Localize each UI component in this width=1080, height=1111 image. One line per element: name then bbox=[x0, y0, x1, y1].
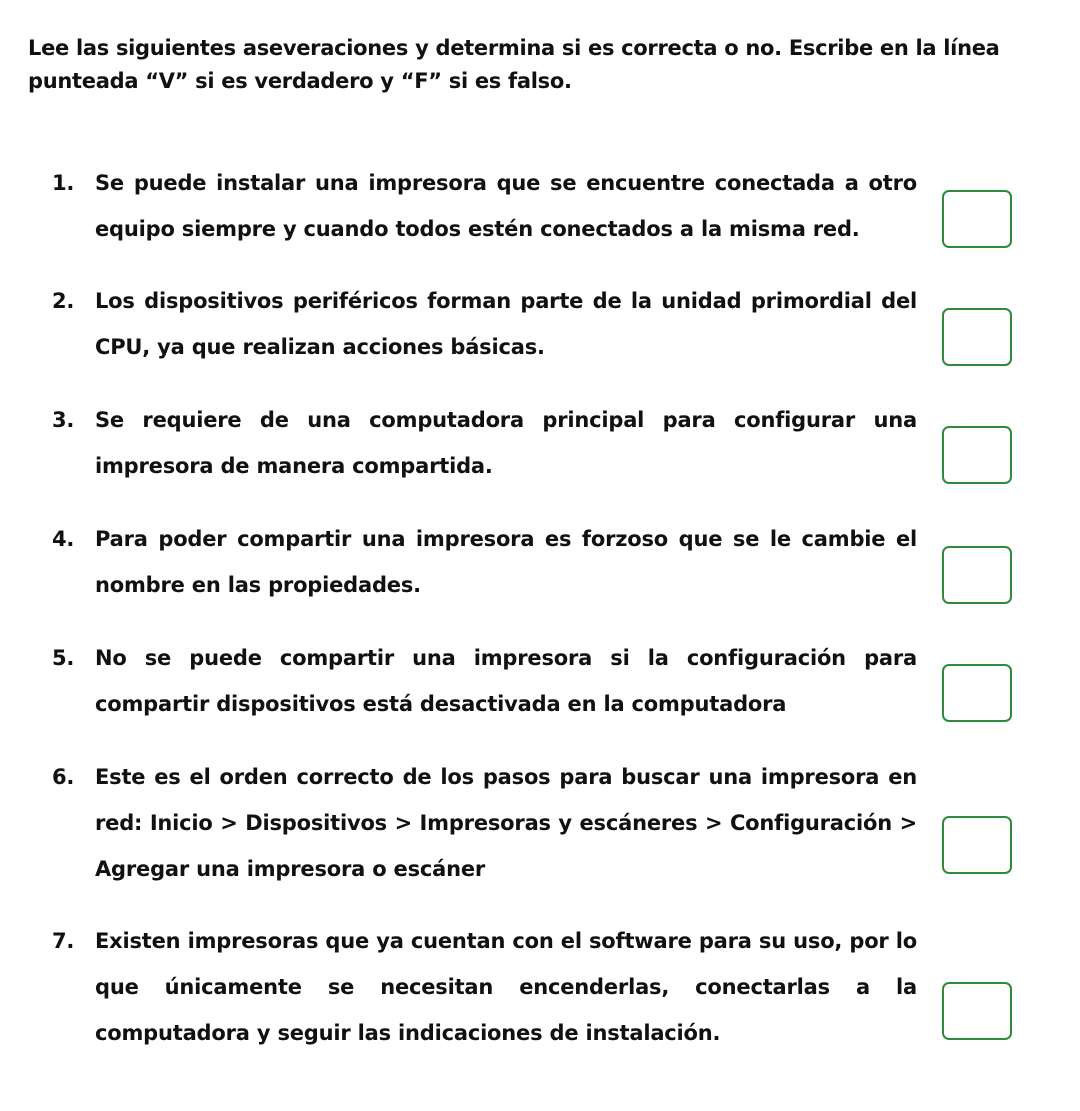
answer-box-1[interactable] bbox=[942, 190, 1012, 248]
answer-box-5[interactable] bbox=[942, 664, 1012, 722]
question-2 bbox=[52, 278, 917, 370]
instructions-text: Lee las siguientes aseveraciones y determina si es correcta o no. Escribe en la línea punteada “V” si es verdadero y “F” si es falso. bbox=[28, 36, 1000, 93]
answer-box-7[interactable] bbox=[942, 982, 1012, 1040]
answer-box-4[interactable] bbox=[942, 546, 1012, 604]
question-1 bbox=[52, 160, 917, 252]
question-number: 4. bbox=[52, 527, 75, 551]
question-6 bbox=[52, 754, 917, 892]
question-number: 2. bbox=[52, 289, 75, 313]
question-text: Para poder compartir una impresora es forzoso que se le cambie el nombre en las propiedades. bbox=[95, 527, 917, 597]
question-3 bbox=[52, 397, 917, 489]
question-text: Este es el orden correcto de los pasos para buscar una impresora en red: Inicio > Dispositivos > Impresoras y escáneres > Configuración > Agregar una impresora o escáner bbox=[95, 765, 917, 881]
question-text: No se puede compartir una impresora si la configuración para compartir dispositivos está desactivada en la computadora bbox=[95, 646, 917, 716]
question-4 bbox=[52, 516, 917, 608]
question-number: 3. bbox=[52, 408, 75, 432]
question-text: Se requiere de una computadora principal para configurar una impresora de manera compartida. bbox=[95, 408, 917, 478]
question-number: 7. bbox=[52, 929, 75, 953]
answer-box-3[interactable] bbox=[942, 426, 1012, 484]
question-text: Se puede instalar una impresora que se encuentre conectada a otro equipo siempre y cuando todos estén conectados a la misma red. bbox=[95, 171, 917, 241]
answer-box-6[interactable] bbox=[942, 816, 1012, 874]
question-number: 1. bbox=[52, 171, 75, 195]
question-text: Existen impresoras que ya cuentan con el software para su uso, por lo que únicamente se necesitan encenderlas, conectarlas a la computadora y seguir las indicaciones de instalación. bbox=[95, 929, 917, 1045]
question-5 bbox=[52, 635, 917, 727]
question-7 bbox=[52, 918, 917, 1056]
answer-box-2[interactable] bbox=[942, 308, 1012, 366]
question-number: 6. bbox=[52, 765, 75, 789]
question-number: 5. bbox=[52, 646, 75, 670]
question-text: Los dispositivos periféricos forman parte de la unidad primordial del CPU, ya que realizan acciones básicas. bbox=[95, 289, 917, 359]
